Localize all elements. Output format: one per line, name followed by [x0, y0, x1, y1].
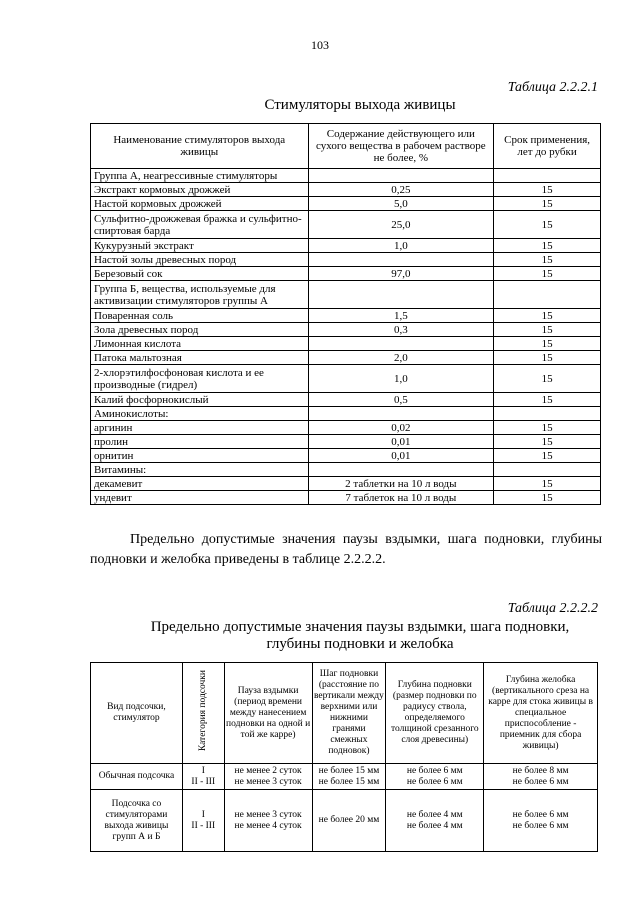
table1-cell-content: 7 таблеток на 10 л воды [308, 491, 494, 505]
intro-paragraph [90, 530, 602, 570]
table2-cell-categories-line: I [201, 809, 205, 820]
table1-cell-term: 15 [494, 435, 601, 449]
table1-cell-name: Настой золы древесных пород [91, 253, 309, 267]
table2-cell-depth [386, 790, 484, 852]
table1-cell-content: 0,01 [308, 449, 494, 463]
table2-cell-pause-line: не менее 2 суток [234, 765, 302, 776]
table1-cell-term: 15 [494, 323, 601, 337]
table1-cell-term [494, 169, 601, 183]
table1-cell-term: 15 [494, 253, 601, 267]
table1-row [91, 323, 601, 337]
table2-title [60, 619, 640, 653]
table1-cell-content [308, 463, 494, 477]
table1-cell-term: 15 [494, 197, 601, 211]
table1-cell-name: Лимонная кислота [91, 337, 309, 351]
table1-cell-content: 2,0 [308, 351, 494, 365]
table1-cell-term: 15 [494, 477, 601, 491]
table1-cell-term: 15 [494, 267, 601, 281]
table1-row [91, 435, 601, 449]
table1-cell-name: 2-хлорэтилфосфоновая кислота и ее производные (гидрел) [91, 365, 309, 393]
table1-header-term: Срок применения, лет до рубки [494, 124, 601, 169]
table2-cell-groove [484, 764, 598, 790]
table1-title: Стимуляторы выхода живицы [264, 97, 456, 113]
table2-cell-depth-line: не более 4 мм [406, 809, 463, 820]
page-number: 103 [311, 38, 329, 52]
table1-cell-name: Кукурузный экстракт [91, 239, 309, 253]
table1-cell-name: Экстракт кормовых дрожжей [91, 183, 309, 197]
table1-cell-term [494, 281, 601, 309]
table2-cell-categories-line: I [201, 765, 205, 776]
table2-cell-depth-line: не более 4 мм [406, 820, 463, 831]
table1-row [91, 337, 601, 351]
table1-cell-name: Поваренная соль [91, 309, 309, 323]
table2-cell-depth-line: не более 6 мм [406, 765, 463, 776]
table1-cell-content [308, 407, 494, 421]
table1-label: Таблица 2.2.2.1 [507, 80, 598, 95]
table2-header-depth: Глубина подновки (размер подновки по радиусу ствола, определяемого толщиной срезанного слоя древесины) [386, 663, 484, 764]
table1-cell-name: орнитин [91, 449, 309, 463]
table1-cell-content: 25,0 [308, 211, 494, 239]
table2-header-pause: Пауза вздымки (период времени между нанесением подновки на одной и той же карре) [224, 663, 312, 764]
table2-row [91, 790, 598, 852]
table2-header-step: Шаг подновки (расстояние по вертикали между верхними или нижними гранями смежных подновок) [312, 663, 386, 764]
table1-row [91, 239, 601, 253]
table1-cell-content [308, 169, 494, 183]
table1-cell-name: аргинин [91, 421, 309, 435]
table1-cell-term: 15 [494, 421, 601, 435]
table1-cell-term: 15 [494, 393, 601, 407]
table1-cell-content: 1,0 [308, 365, 494, 393]
table1-row [91, 407, 601, 421]
table1-cell-term: 15 [494, 183, 601, 197]
table2-cell-pause [224, 764, 312, 790]
table2-cell-depth [386, 764, 484, 790]
table2-header-groove: Глубина желобка (вертикального среза на карре для стока живицы в специальное приспособление - приемник для сбора живицы) [484, 663, 598, 764]
table1-cell-content: 2 таблетки на 10 л воды [308, 477, 494, 491]
table1-body [91, 169, 601, 505]
table1-cell-term: 15 [494, 309, 601, 323]
table2-cell-step-line: не более 15 мм [318, 776, 380, 787]
table1-row [91, 477, 601, 491]
table1-header-content: Содержание действующего или сухого вещества в рабочем растворе не более, % [308, 124, 494, 169]
table1-cell-content: 1,0 [308, 239, 494, 253]
table1-cell-term: 15 [494, 239, 601, 253]
table2-cell-pause [224, 790, 312, 852]
table2-body [91, 663, 598, 852]
table1-cell-term: 15 [494, 449, 601, 463]
table1-row [91, 309, 601, 323]
table1-cell-name: Зола древесных пород [91, 323, 309, 337]
table2-title-line2: глубины подновки и желобка [266, 636, 454, 652]
table1-cell-term: 15 [494, 491, 601, 505]
table1-cell-name: Витамины: [91, 463, 309, 477]
table2-cell-pause-line: не менее 4 суток [234, 820, 302, 831]
table1-cell-term: 15 [494, 351, 601, 365]
table2-row [91, 764, 598, 790]
table1-row [91, 211, 601, 239]
table1-row [91, 421, 601, 435]
table2-cell-categories [182, 764, 224, 790]
table1-cell-content [308, 281, 494, 309]
table1-cell-name: ундевит [91, 491, 309, 505]
table1-row [91, 267, 601, 281]
table1-cell-content: 0,01 [308, 435, 494, 449]
table1-cell-content: 0,02 [308, 421, 494, 435]
table2-cell-depth-line: не более 6 мм [406, 776, 463, 787]
table2-header-type: Вид подсочки, стимулятор [91, 663, 183, 764]
table2-label: Таблица 2.2.2.2 [507, 601, 598, 616]
table2-cell-categories-line: II - III [191, 820, 216, 831]
table1-cell-name: Сульфитно-дрожжевая бражка и сульфитно-спиртовая барда [91, 211, 309, 239]
table1-row [91, 449, 601, 463]
table1-cell-term [494, 463, 601, 477]
table2-cell-groove-line: не более 6 мм [512, 776, 569, 787]
table1-cell-term: 15 [494, 337, 601, 351]
table1-cell-term [494, 407, 601, 421]
table2-cell-groove-line: не более 6 мм [512, 820, 569, 831]
table1-cell-name: Березовый сок [91, 267, 309, 281]
table2-cell-step [312, 790, 386, 852]
table1-header-row [91, 124, 601, 169]
table1-row [91, 197, 601, 211]
table2-cell-type: Обычная подсочка [91, 764, 183, 790]
table1-header-name: Наименование стимуляторов выхода живицы [91, 124, 309, 169]
table2-cell-step-line: не более 15 мм [318, 765, 380, 776]
table1-row [91, 281, 601, 309]
table2-cell-categories-line: II - III [191, 776, 216, 787]
table2-cell-groove-line: не более 6 мм [512, 809, 569, 820]
table1-cell-term: 15 [494, 211, 601, 239]
table1-row [91, 169, 601, 183]
table1-cell-name: Настой кормовых дрожжей [91, 197, 309, 211]
table1-row [91, 393, 601, 407]
table1-cell-name: Группа А, неагрессивные стимуляторы [91, 169, 309, 183]
table2-cell-groove-line: не более 8 мм [512, 765, 569, 776]
table1-cell-name: Группа Б, вещества, используемые для активизации стимуляторов группы А [91, 281, 309, 309]
table1-cell-content: 0,5 [308, 393, 494, 407]
table2-cell-step [312, 764, 386, 790]
table1-cell-name: Калий фосфорнокислый [91, 393, 309, 407]
table1-cell-term: 15 [494, 365, 601, 393]
table1-cell-content: 1,5 [308, 309, 494, 323]
table2-cell-type: Подсочка со стимуляторами выхода живицы групп А и Б [91, 790, 183, 852]
table1-row [91, 463, 601, 477]
table2-header-category-text: Категория подсочки [197, 670, 208, 752]
table1-cell-content: 5,0 [308, 197, 494, 211]
table1-cell-name: пролин [91, 435, 309, 449]
paragraph-text: Предельно допустимые значения паузы вздымки, шага подновки, глубины подновки и желобка приведены в таблице 2.2.2.2. [90, 532, 602, 567]
table2-cell-pause-line: не менее 3 суток [234, 809, 302, 820]
table2-cell-categories [182, 790, 224, 852]
table1-row [91, 351, 601, 365]
table2-cell-pause-line: не менее 3 суток [234, 776, 302, 787]
table1-cell-content: 0,25 [308, 183, 494, 197]
table2-title-line1: Предельно допустимые значения паузы вздымки, шага подновки, [150, 619, 570, 635]
table1-cell-name: декамевит [91, 477, 309, 491]
table2-cell-groove [484, 790, 598, 852]
table1-cell-name: Патока мальтозная [91, 351, 309, 365]
table1-cell-content: 0,3 [308, 323, 494, 337]
table2-header-category [182, 663, 224, 764]
table1-cell-content: 97,0 [308, 267, 494, 281]
table1-cell-content [308, 337, 494, 351]
table1-cell-content [308, 253, 494, 267]
table2-header-row [91, 663, 598, 764]
tapping-limits-table [90, 662, 598, 852]
table2-cell-step-line: не более 20 мм [318, 815, 380, 825]
stimulators-table [90, 123, 601, 505]
table1-row [91, 365, 601, 393]
table1-row [91, 491, 601, 505]
table1-cell-name: Аминокислоты: [91, 407, 309, 421]
table1-row [91, 183, 601, 197]
table1-row [91, 253, 601, 267]
